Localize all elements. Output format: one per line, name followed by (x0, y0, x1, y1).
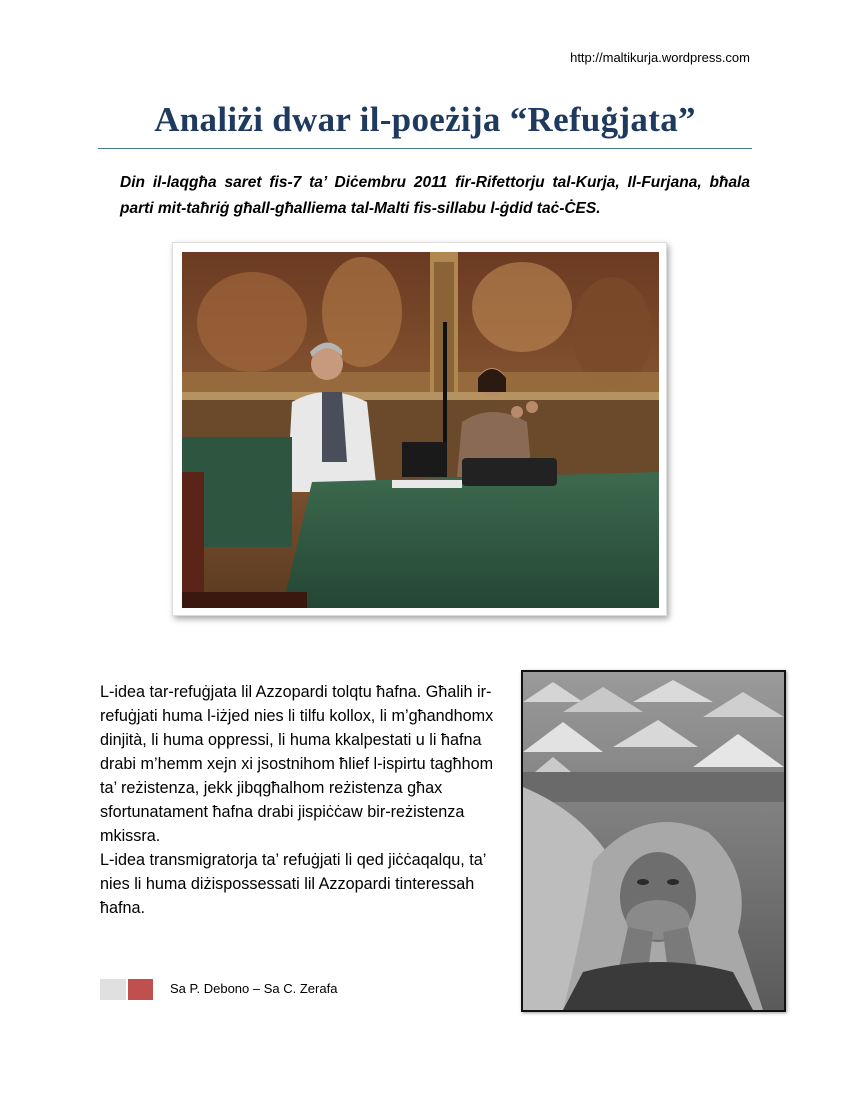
footer-credit: Sa P. Debono – Sa C. Zerafa (170, 981, 338, 996)
meeting-photo (172, 242, 667, 616)
refugee-photo-image (523, 672, 784, 1010)
title-divider (98, 148, 752, 149)
refugee-photo (521, 670, 786, 1012)
intro-paragraph: Din il-laqgħa saret fis-7 ta’ Diċembru 2011 fir-Rifettorju tal-Kurja, Il-Furjana, bħala parti mit-taħriġ għall-għalliema tal-Malti fis-sillabu l-ġdid taċ-ĊES. (120, 174, 750, 217)
footer-accent-gray (100, 979, 126, 1000)
page-title: Analiżi dwar il-poeżija “Refuġjata” (154, 100, 696, 139)
body-paragraph: L-idea transmigratorja ta’ refuġjati li qed jiċċaqalqu, ta’ nies li huma diżispossessati lil Azzopardi tinteressah ħafna. (100, 851, 486, 917)
body-text (100, 680, 505, 920)
body-paragraph: L-idea tar-refuġjata lil Azzopardi tolqtu ħafna. Għalih ir-refuġjati huma l-iżjed nies li tilfu kollox, li m’għandhomx dinjità, li huma oppressi, li huma kkalpestati u li ħafna drabi m’hemm xejn xi jsostnihom ħlief l-ispirtu tagħhom ta’ reżistenza, jekk jibqgħalhom reżistenza għax sfortunatament ħafna drabi jispiċċaw bir-reżistenza mkissra. (100, 683, 494, 845)
header-url[interactable]: http://maltikurja.wordpress.com (570, 50, 750, 65)
footer-accent-red (128, 979, 153, 1000)
meeting-photo-image (182, 252, 659, 608)
